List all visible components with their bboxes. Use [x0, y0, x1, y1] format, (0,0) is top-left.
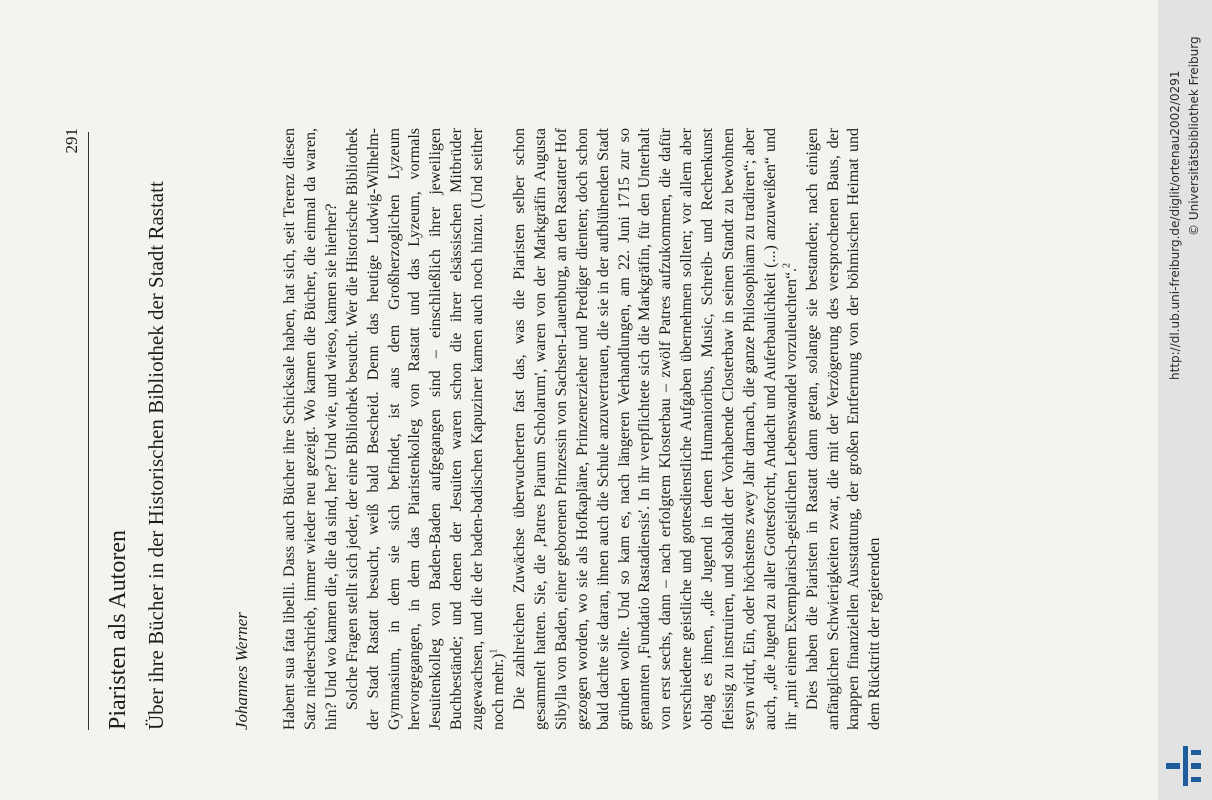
footnote-mark: 2	[781, 262, 793, 268]
page-number: 291	[62, 128, 81, 154]
header-rule	[88, 132, 89, 730]
paragraph-2: Solche Fragen stellt sich jeder, der eine Bibliothek besucht. Wer die Historische Bibliothek der Stadt Rastatt besucht, weiß bald Bescheid. Denn das heutige Ludwig-Wilhelm-Gymnasium, in dem sie sich befindet, ist aus dem Großherzoglichen Lyzeum hervorgegangen, in dem das Piaristenkolleg von Rastatt und das Lyzeum, vormals Jesuitenkolleg von Baden-Baden aufgegangen sind – einschließlich ihrer jeweiligen Buchbestände; und denen der Jesuiten waren schon die ihrer elsässischen Mitbrüder zugewachsen, und die der baden-badischen Kapuziner kamen auch noch hinzu. (Und seither noch mehr.)$^1$	[343, 128, 508, 730]
article-subtitle: Über ihre Bücher in der Historischen Bibliothek der Stadt Rastatt	[144, 181, 168, 730]
paragraph-1: Habent sua fata libelli. Dass auch Bücher ihre Schicksale haben, hat sich, seit Terenz diesen Satz niederschrieb, immer wieder neu gezeigt. Wo kamen die Bücher, die einmal da waren, hin? Und wo kamen die, die da sind, her? Und wie, und wieso, kamen sie hierher?	[281, 128, 340, 730]
paragraph-3: Die zahlreichen Zuwächse überwucherten fast das, was die Piaristen selber schon gesammelt hatten. Sie, die ‚Patres Piarum Scholarum', waren von der Markgräfin Augusta Sibylla von Baden, einer geborenen Prinzessin von Sachsen-Lauenburg, an den Rastatter Hof gezogen worden, wo sie als Hofkapläne, Prinzenerzieher und Prediger dienten; doch schon bald dachte sie daran, ihnen auch die Schule anzuvertrauen, die sie in der aufblühenden Stadt gründen wollte. Und so kam es, nach längeren Verhandlungen, am 22. Juni 1715 zur so genannten ‚Fundatio Rastadiensis'. In ihr verpflichtete sich die Markgräfin, für den Unterhalt von erst sechs, dann – nach erfolgtem Klosterbau – zwölf Patres aufzukommen, die dafür verschiedene geistliche und gottesdienstliche Aufgaben übernehmen sollten; vor allem aber oblag es ihnen, „die Jugend in denen Humanioribus, Music, Schreib- und Rechenkunst fleissig zu instruiren, und sobaldt der Vorhabende Closterbaw in seinen Standt zu bewohnen seyn wirdt, Ein, oder höchstens zwey Jahr darnach, die ganze Philosophiam zu tradiren“; aber auch, „die Jugend zu aller Gottesforcht, Andacht und Auferbaulichkeit (...) anzuweißen“ und ihr „mit einem Exemplarisch-geistlichen Lebenswandel vorzuleuchten“.$^2$	[510, 128, 800, 730]
article-title: Piaristen als Autoren	[105, 530, 131, 730]
watermark-sidebar	[1158, 0, 1212, 800]
paragraph-4: Dies haben die Piaristen in Rastatt dann getan, solange sie bestanden; nach einigen anfänglichen Schwierigkeiten zwar, die mit der Verzögerung des versprochenen Baus, der knappen finanziellen Ausstattung, der großen Entfernung von der böhmischen Heimat und dem Rücktritt der regierenden	[803, 128, 884, 730]
footnote-mark: 1	[488, 648, 500, 654]
ub-freiburg-logo-icon	[1166, 746, 1202, 786]
article-body	[280, 128, 886, 730]
article-author: Johannes Werner	[232, 612, 251, 730]
copyright-notice: © Universitätsbibliothek Freiburg	[1187, 36, 1201, 236]
source-url[interactable]: http://dl.ub.uni-freiburg.de/diglit/ortenau2002/0291	[1168, 70, 1182, 380]
